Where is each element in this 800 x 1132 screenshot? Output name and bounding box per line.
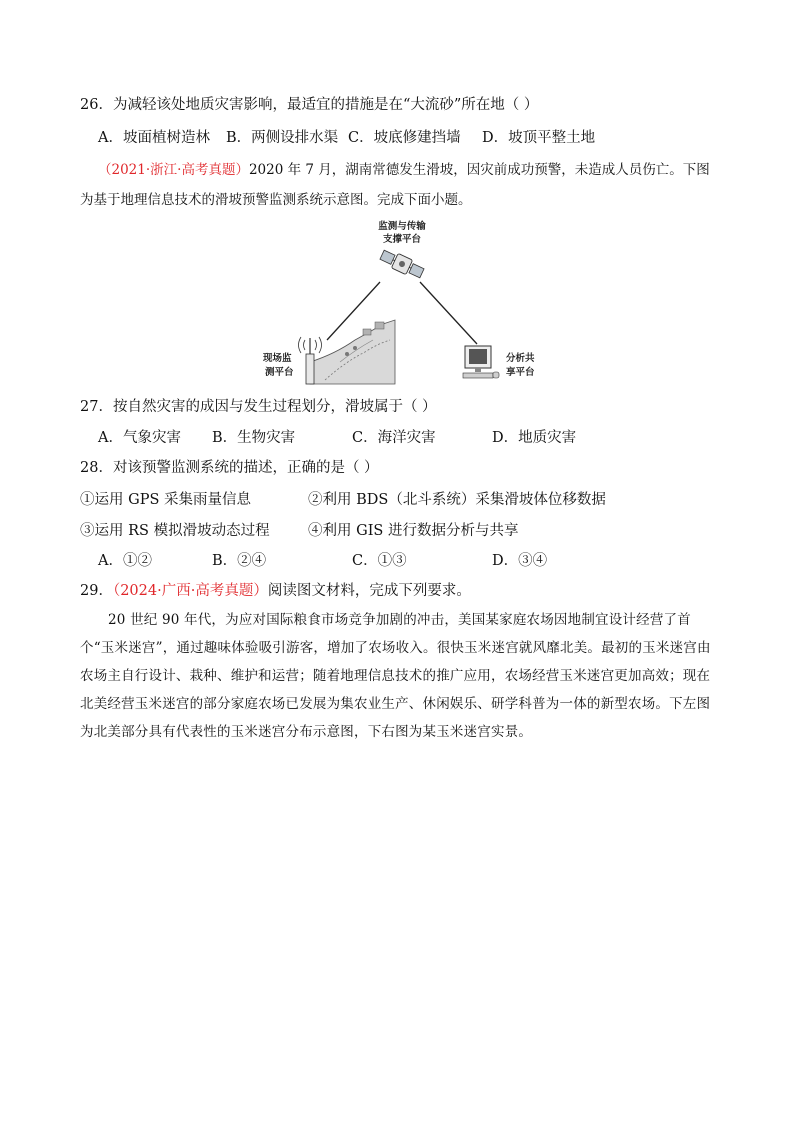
landslide-slope-illustration [310, 320, 395, 384]
intro1-line1 [98, 160, 710, 180]
site-label-1: 现场监 [263, 353, 292, 364]
q26-option-d[interactable]: D．坡顶平整土地 [482, 130, 596, 146]
share-label-2: 享平台 [506, 367, 535, 378]
q28-option-a[interactable]: A．①② [98, 553, 152, 569]
intro1-text: 2020 年 7 月，湖南常德发生滑坡，因灾前成功预警，未造成人员伤亡。下图 [248, 162, 710, 178]
q28-stem: 28．对该预警监测系统的描述，正确的是（ ） [80, 460, 379, 476]
q26-option-b[interactable]: B．两侧设排水渠 [226, 130, 339, 146]
q26-option-a[interactable]: A．坡面植树造林 [98, 130, 210, 146]
satellite-icon [379, 247, 426, 280]
q28-statement-2: ②利用 BDS（北斗系统）采集滑坡体位移数据 [308, 492, 606, 508]
q29-instruction: 阅读图文材料，完成下列要求。 [267, 583, 471, 599]
q28-statement-1: ①运用 GPS 采集雨量信息 [80, 492, 251, 508]
q27-option-d[interactable]: D．地质灾害 [492, 430, 577, 446]
q29-number: 29． [80, 583, 113, 599]
share-label-1: 分析共 [506, 353, 535, 364]
q26-stem: 26．为减轻该处地质灾害影响，最适宜的措施是在“大流砂”所在地（ ） [80, 97, 539, 113]
q27-option-c[interactable]: C．海洋灾害 [352, 430, 436, 446]
landslide-monitoring-diagram [255, 212, 555, 392]
q28-option-d[interactable]: D．③④ [492, 553, 548, 569]
q29-paragraph: 20 世纪 90 年代，为应对国际粮食市场竞争加剧的冲击，美国某家庭农场因地制宜设计经营了首个“玉米迷宫”，通过趣味体验吸引游客，增加了农场收入。很快玉米迷宫就风靡北美。最初的玉米迷宫由农场主自行设计、栽种、维护和运营；随着地理信息技术的推广应用，农场经营玉米迷宫更加高效；现在北美经营玉米迷宫的部分家庭农场已发展为集农业生产、休闲娱乐、研学科普为一体的新型农场。下左图为北美部分具有代表性的玉米迷宫分布示意图，下右图为某玉米迷宫实景。 [80, 612, 711, 740]
intro1-line2: 为基于地理信息技术的滑坡预警监测系统示意图。完成下面小题。 [80, 192, 472, 208]
q29-header [80, 581, 471, 601]
q29-source: （2024·广西·高考真题） [112, 583, 268, 599]
q28-statement-3: ③运用 RS 模拟滑坡动态过程 [80, 523, 270, 539]
site-label-2: 测平台 [265, 367, 294, 378]
intro1-source: （2021·浙江·高考真题） [98, 162, 249, 178]
q28-option-c[interactable]: C．①③ [352, 553, 407, 569]
q27-option-a[interactable]: A．气象灾害 [98, 430, 181, 446]
satellite-label-1: 监测与传输 [378, 221, 426, 232]
q28-option-b[interactable]: B．②④ [212, 553, 267, 569]
q27-option-b[interactable]: B．生物灾害 [212, 430, 296, 446]
link-line-right [420, 282, 477, 344]
satellite-label-2: 支撑平台 [382, 234, 422, 245]
q26-option-c[interactable]: C．坡底修建挡墙 [348, 130, 461, 146]
q28-statement-4: ④利用 GIS 进行数据分析与共享 [308, 523, 519, 539]
q27-stem: 27．按自然灾害的成因与发生过程划分，滑坡属于（ ） [80, 399, 437, 415]
computer-icon [463, 346, 499, 378]
